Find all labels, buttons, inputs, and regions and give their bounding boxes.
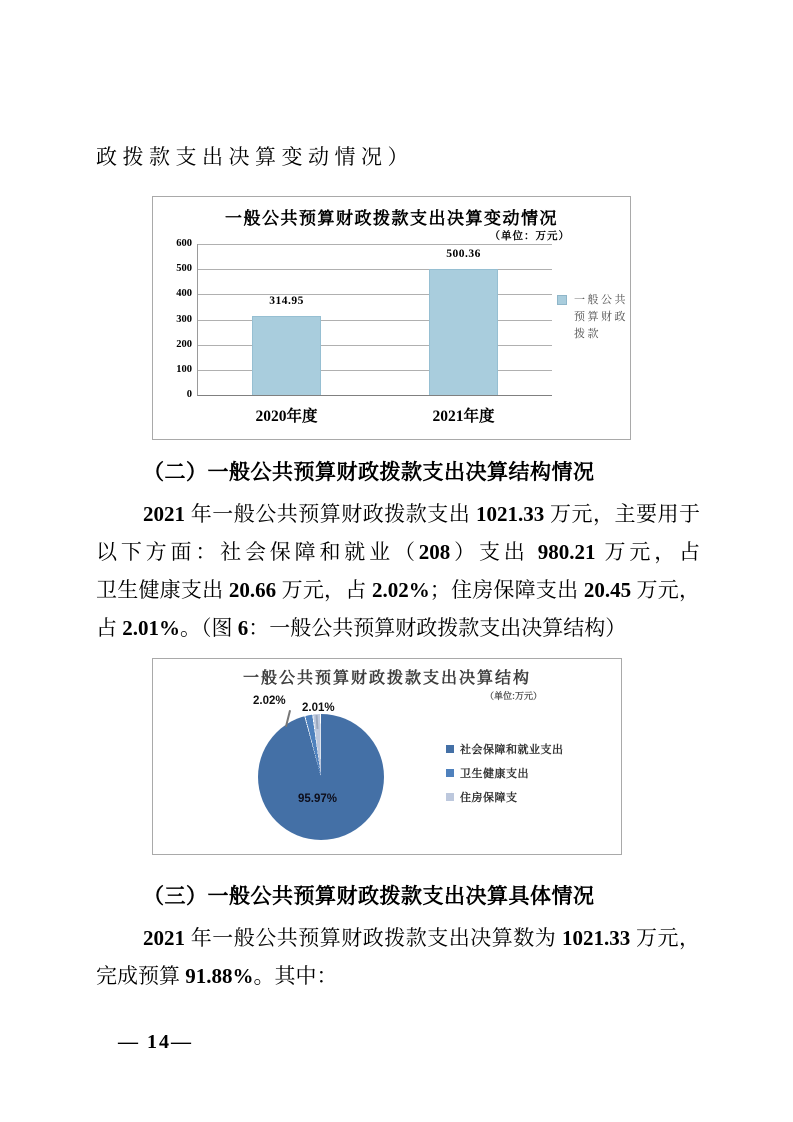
pie-legend-label: 住房保障支 — [460, 792, 518, 804]
text-line: 完成预算 91.88%。其中： — [96, 964, 338, 988]
y-axis-tick-label: 100 — [176, 363, 192, 375]
text-line: 占 2.01%。（图 6：一般公共预算财政拨款支出决算结构） — [96, 616, 627, 640]
section-three-heading: （三）一般公共预算财政拨款支出决算具体情况 — [143, 884, 595, 908]
pie-slice-label-health: 2.02% — [253, 695, 286, 707]
y-axis-tick-label: 600 — [176, 238, 192, 249]
bar-value-label: 314.95 — [269, 294, 304, 307]
section-three-paragraph — [96, 919, 700, 995]
pie-legend-item — [446, 765, 564, 781]
pie-legend-label: 卫生健康支出 — [460, 768, 529, 780]
pie-chart-unit-label: （单位:万元） — [485, 691, 542, 701]
pie-legend-marker — [446, 745, 454, 753]
pie-legend-item — [446, 789, 564, 805]
y-axis-tick-label: 0 — [186, 389, 192, 400]
text-line: 2021 年一般公共预算财政拨款支出决算数为 1021.33 万元， — [143, 926, 700, 950]
bar-2021年度 — [429, 269, 498, 395]
pie-legend-label: 社会保障和就业支出 — [460, 744, 564, 756]
text-line: 2021 年一般公共预算财政拨款支出 1021.33 万元，主要用于 — [143, 502, 700, 526]
y-axis-tick-label: 300 — [176, 313, 192, 325]
pie-chart-figure — [152, 658, 622, 855]
x-axis-category-label: 2020年度 — [255, 408, 318, 425]
bar-chart-plot-area — [176, 238, 552, 425]
pie-slice-label-housing: 2.01% — [302, 702, 335, 714]
gridline — [198, 244, 552, 245]
section-two-heading: （二）一般公共预算财政拨款支出决算结构情况 — [143, 460, 595, 484]
bar-value-label: 500.36 — [446, 248, 481, 261]
text-line: 卫生健康支出 20.66 万元，占 2.02%；住房保障支出 20.45 万元， — [96, 578, 700, 602]
pie-legend-item — [446, 741, 564, 757]
pie-chart-legend — [446, 741, 564, 813]
y-axis-tick-label: 400 — [176, 288, 192, 300]
page-number: — 14— — [118, 1031, 193, 1053]
bar-chart-legend — [557, 292, 636, 343]
pie-legend-marker — [446, 769, 454, 777]
x-axis-category-label: 2021年度 — [432, 408, 495, 425]
text-line: 以下方面：社会保障和就业（208）支出 980.21 万元，占 — [96, 540, 700, 564]
bar-chart-unit-label: （单位：万元） — [489, 231, 570, 242]
pie-graphic — [258, 714, 384, 840]
y-axis-tick-label: 500 — [176, 263, 192, 275]
bar-chart-figure — [152, 196, 631, 440]
bar-series-legend-marker — [557, 295, 567, 305]
section-two-paragraph — [96, 495, 700, 647]
bar-series-legend-label: 一般公共预算财政拨款 — [574, 294, 628, 340]
y-axis-tick-label: 200 — [176, 338, 192, 350]
pie-slice-label-social: 95.97% — [298, 793, 338, 805]
pie-legend-marker — [446, 793, 454, 801]
pie-chart-title: 一般公共预算财政拨款支出决算结构 — [242, 670, 531, 687]
bar-2020年度 — [252, 316, 321, 395]
gridline — [198, 269, 552, 270]
intro-tail-line: 政拨款支出决算变动情况） — [96, 145, 414, 169]
bar-chart-title: 一般公共预算财政拨款支出决算变动情况 — [225, 209, 558, 228]
